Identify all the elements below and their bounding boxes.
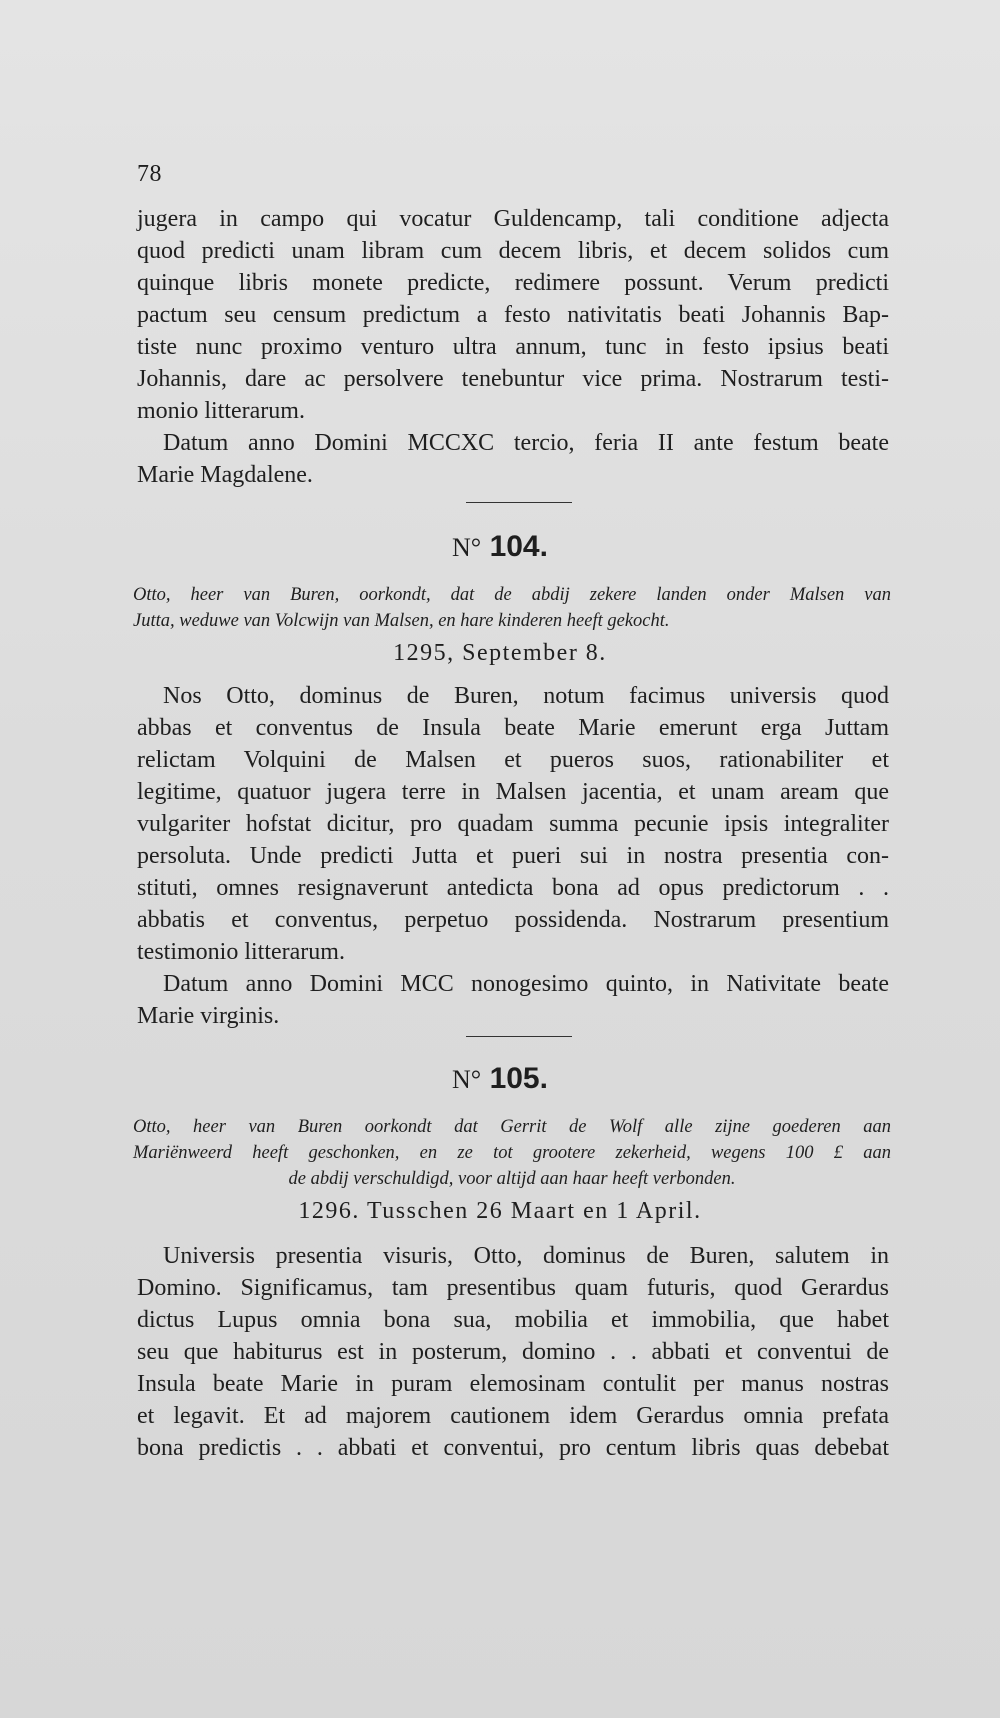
text-line: pactum seu censum predictum a festo nativitatis beati Johannis Bap- <box>137 302 889 328</box>
summary-line: Otto, heer van Buren, oorkondt, dat de abdij zekere landen onder Malsen van <box>133 585 891 605</box>
text-line: vulgariter hofstat dicitur, pro quadam summa pecunie ipsis integraliter <box>137 811 889 837</box>
text-line: persoluta. Unde predicti Jutta et pueri sui in nostra presentia con- <box>137 843 889 869</box>
text-line: Datum anno Domini MCC nonogesimo quinto, in Nativitate beate <box>163 971 889 997</box>
charter-text-105 <box>137 1240 889 1464</box>
charter-summary-105 <box>133 1114 891 1192</box>
text-line: monio litterarum. <box>137 398 305 424</box>
text-line: Datum anno Domini MCCXC tercio, feria II ante festum beate <box>163 430 889 456</box>
text-line: seu que habiturus est in posterum, domino . . abbati et conventui de <box>137 1339 889 1365</box>
summary-line: Jutta, weduwe van Volcwijn van Malsen, en hare kinderen heeft gekocht. <box>133 611 670 631</box>
text-line: Insula beate Marie in puram elemosinam contulit per manus nostras <box>137 1371 889 1397</box>
charter-date-104: 1295, September 8. <box>393 640 607 666</box>
text-line: Marie virginis. <box>137 1003 280 1029</box>
text-line: bona predictis . . abbati et conventui, pro centum libris quas debebat <box>137 1435 889 1461</box>
separator-rule <box>466 1036 572 1037</box>
charter-date-105: 1296. Tusschen 26 Maart en 1 April. <box>298 1198 702 1224</box>
text-line: Johannis, dare ac persolvere tenebuntur vice prima. Nostrarum testi- <box>137 366 889 392</box>
text-line: Nos Otto, dominus de Buren, notum facimus universis quod <box>163 683 889 709</box>
text-line: legitime, quatuor jugera terre in Malsen jacentia, et unam aream que <box>137 779 889 805</box>
text-line: dictus Lupus omnia bona sua, mobilia et immobilia, que habet <box>137 1307 889 1333</box>
text-line: abbatis et conventus, perpetuo possidenda. Nostrarum presentium <box>137 907 889 933</box>
summary-line: de abdij verschuldigd, voor altijd aan haar heeft verbonden. <box>288 1169 736 1189</box>
text-line: jugera in campo qui vocatur Guldencamp, tali conditione adjecta <box>137 206 889 232</box>
text-line: abbas et conventus de Insula beate Marie emerunt erga Juttam <box>137 715 889 741</box>
text-line: tiste nunc proximo venturo ultra annum, tunc in festo ipsius beati <box>137 334 889 360</box>
text-line: quinque libris monete predicte, redimere possunt. Verum predicti <box>137 270 889 296</box>
summary-line: Otto, heer van Buren oorkondt dat Gerrit de Wolf alle zijne goederen aan <box>133 1117 891 1137</box>
page-number: 78 <box>137 161 162 187</box>
text-line: et legavit. Et ad majorem cautionem idem Gerardus omnia prefata <box>137 1403 889 1429</box>
text-line: Universis presentia visuris, Otto, dominus de Buren, salutem in <box>163 1243 889 1269</box>
charter-number-105: N° 105. <box>452 1062 548 1095</box>
text-line: stituti, omnes resignaverunt antedicta bona ad opus predictorum . . <box>137 875 889 901</box>
text-line: testimonio litterarum. <box>137 939 345 965</box>
text-line: quod predicti unam libram cum decem libris, et decem solidos cum <box>137 238 889 264</box>
separator-rule <box>466 502 572 503</box>
continuation-text <box>137 203 889 491</box>
summary-line: Mariënweerd heeft geschonken, en ze tot grootere zekerheid, wegens 100 £ aan <box>133 1143 891 1163</box>
charter-text-104 <box>137 680 889 1032</box>
text-line: Marie Magdalene. <box>137 462 313 488</box>
charter-summary-104 <box>133 582 891 634</box>
text-line: relictam Volquini de Malsen et pueros suos, rationabiliter et <box>137 747 889 773</box>
text-line: Domino. Significamus, tam presentibus quam futuris, quod Gerardus <box>137 1275 889 1301</box>
charter-number-104: N° 104. <box>452 530 548 563</box>
